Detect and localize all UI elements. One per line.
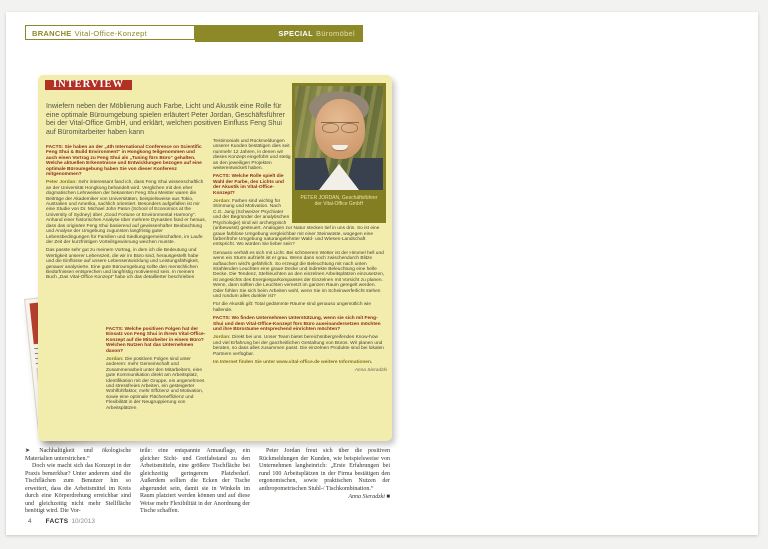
magazine-name: FACTS <box>45 518 69 525</box>
answer-4-label: Jordan: <box>213 335 231 341</box>
answer-3-label: Jordan: <box>213 199 231 205</box>
interview-author: Anna Sieradzki <box>354 368 387 374</box>
section-label-special <box>195 25 363 42</box>
photo-flow-spacer <box>292 139 387 225</box>
interview-right-column <box>213 139 387 377</box>
article-continuation <box>25 448 390 516</box>
interview-title: INTERVIEW <box>45 80 132 90</box>
interview-question2-block <box>106 327 206 414</box>
answer-3-acoustics: Für die Akustik gilt: Total gedämmte Räume sind genauso ungemütlich wie hallende. <box>213 302 372 313</box>
facts-question-2: FACTS: Welche positiven Folgen hat der Einsatz von Feng Shui in Ihrem Vital-Office-Konzept auf die Mitarbeiter in einem Büro? Welchen Nutzen hat das Unternehmen davon? <box>106 327 206 354</box>
answer-1-continued: Das passte sehr gut zu meinem Vortrag, in dem ich die Bedeutung und Wertigkeit unserer Lebenszeit, die wir im Büro sind, herausgestellt habe und die Einflüsse auf unsere Lebensentwicklung und Leistungsfähigkeit, genauer analysierte. Eine gute Büroumgebung sollte den menschlichen Bedürfnissen entsprechen und langfristig motivierend sein. In meinem Buch „Das Vital-Office Konzept“ habe ich das detaillierter beschrieben <box>46 248 200 281</box>
answer-3-continued: Genauso verhält es sich mit Licht. Bei schönerem Wetter ist der Himmel hell und wenn ein Sturm aufzieht ist er grau. Wenn dann noch zwischendurch Blitze auftauchen wird's gefährlich. So erzeugt die Beleuchtung mit nach unten strahlenden Leuchten eine graue Decke und indirekte Beleuchtung eine helle Decke. Die Tendenz, Stehleuchten an den einzelnen Arbeitsplätzen einzusetzen, ist angesichts des Energiesparkompasses der Einzelnen mit Vorsicht zu planen. Wenn, dann sollten die Leuchten vernetzt im ganzen Raum geregelt werden. Oder fühlen Sie sich beim Arbeiten wohl, wenn Sie im Scheinwerferlicht stehen und rundum alles dunkler ist? <box>213 250 385 299</box>
answer-4-text: Direkt bei uns. Unser Team bietet bereichsübergreifendes Know-how und viel Erfahrung bei der ganzheitlichen Gestaltung von Büros. Wir planen und beraten, so dass alles zusammen passt. Die einzelnen Produkte sind bei lokalen Partnern verfügbar. <box>213 335 384 357</box>
answer-1 <box>46 180 206 245</box>
facts-question-3: FACTS: Welche Rolle spielt die Wahl der Farbe, des Lichts und der Akustik im Vital-Office-Konzept? <box>213 174 284 196</box>
special-label: SPECIAL <box>278 29 314 38</box>
testimonial-paragraph: Testimonials und Rückmeldungen unserer Kunden bestätigen dies seit nunmehr 12 Jahren, in denen wir dieses Konzept eingeführt und stetig an den jeweiligen Projekten weiterentwickelt haben. <box>213 139 291 172</box>
article-quote-lead: ➤ Nachhaltigkeit und ökologische Materialien unterstrichen.“ <box>25 448 131 462</box>
article-paragraph: teile: eine entspannte Armauflage, ein gleicher Sicht- und Greifabstand zu den Arbeitsmitteln, eine größere Tischfläche bei gleichzeitig geringerem Platzbedarf. Außerdem sollten die Ecken der Tische abgerundet sein, damit sie in Winkeln im Raum platziert werden können und auf diese Weise mehr Flexibilität in der Anordnung der Tische schaffen. <box>140 448 250 514</box>
page-number: 4 <box>28 518 32 525</box>
answer-2-text: Die positiven Folgen sind unter anderem: mehr Gemeinschaft und Zusammenarbeit unter den Mitarbeitern, eine gute Kommunikation direkt am Arbeitsplatz, Identifikation mit der Gruppe, ein angenehmes und stressfreies Arbeiten, ein gesteigerter Wohlfühlfaktor, mehr Effizienz und Motivation, sowie eine optimale Flächeneffizienz und Flexibilität in der Neugruppierung von Arbeitsplätzen <box>106 357 205 411</box>
answer-4 <box>213 335 387 357</box>
article-paragraph: Peter Jordan freut sich über die positiven Rückmeldungen der Kunden, wie beispielsweise von Unternehmen langheinrich: „Erste Erfahrungen bei rund 100 Arbeitsplätzen in der Firma bestätigen den ergonomischen, sowie praktischen Nutzen der anthropometrischen Stuhl-/ Tischkombination.“ <box>259 448 390 492</box>
answer-2-label: Jordan: <box>106 357 124 363</box>
page-footer <box>28 518 95 525</box>
portrait-glasses <box>321 122 359 133</box>
answer-1-label: Peter Jordan: <box>46 180 77 186</box>
special-topic: Büromöbel <box>316 29 355 38</box>
website-note: Im Internet finden Sie unter www.vital-office.de weitere Informationen. <box>213 360 373 366</box>
article-column-3 <box>259 448 390 516</box>
answer-3-text: Farben sind wichtig für Stimmung und Motivation. Nach C.G. Jung (Schweizer Psychiater und der Begründer der analytischen Psychologie) sind wir archetypisch (unbewusst) gesteuert. Analogien zur Natur stecken tief in uns drin. So ist eine graue farblose Umgebung vergleichbar mit einer Steinwüste, wogegen eine farbenfrohe Umgebung naturangelehnter Wald- und Wiesen-Landschaft entspricht. Wo würden Sie lieber sein? <box>213 199 380 248</box>
article-author: Anna Sieradzki ■ <box>348 494 390 500</box>
photo-caption: PETER JORDAN, Geschäftsführer der Vital-Office GmbH <box>300 195 378 208</box>
article-column-2 <box>140 448 250 516</box>
interview-left-column <box>46 145 206 284</box>
interview-panel <box>38 75 392 441</box>
facts-question-4: FACTS: Wo finden Unternehmen Unterstützung, wenn sie sich mit Feng-Shui und dem Vital-Office-Konzept fürs Büro auseinandersetzen möchten und ihre Büroräume entsprechend einrichten möchten? <box>213 316 381 332</box>
answer-1-text: Sehr interessant fand ich, dass Feng Shui wissenschaftlich an der Universität Hongkong behandelt wird. Verglichen mit den eher dogmatischen Lehrweisen der bekannten Feng Shui Meister waren die Beiträge der Akademiker von Universitäten, beispielsweise aus Tokio, Australien und Amerika, sachlich orientiert. Besonders aufgefallen ist mir eine Studie von Dr. Michael John Paton (School of Economics at the University of Sydney) über „Good Fortune or Environmental Harmony“. Anhand einer historischen Analyse über mehrere Dynastien fand er heraus, dass das originäre Feng Shui basierend auf gewissenhafter Beobachtung und Analyse der Umgebung zugunsten langfristig guter Lebensbedingungen für Familien und Siedlungsgemeinschaften, im Laufe der Zeit der kurzfristigen Vorteilsgewinnung weichen musste. <box>46 180 206 245</box>
issue-label: 10/2013 <box>71 518 95 525</box>
section-label-branche <box>25 25 195 40</box>
branche-label: BRANCHE <box>32 29 72 38</box>
answer-2 <box>106 357 206 411</box>
article-column-1 <box>25 448 131 516</box>
branche-topic: Vital-Office-Konzept <box>74 29 148 38</box>
facts-question-1: FACTS: Sie haben an der „4th International Conference on Scientific Feng Shui & Build Environment“ in Hongkong teilgenommen und auch einen Vortrag zu Feng Shui als „Tuning fürs Büro“ gehalten. Welche aktuellen Erkenntnisse und Entwicklungen bezogen auf eine optimale Büroumgebung haben Sie von dieser Konferenz mitgenommen? <box>46 145 202 178</box>
interview-intro: Inwiefern neben der Möblierung auch Farbe, Licht und Akustik eine Rolle für eine optimale Büroumgebung spielen erläutert Peter Jordan, Geschäftsführer bei der Vital-Office GmbH, und erklärt, welchen positiven Einfluss Feng Shui auf Büromitarbeiter haben kann <box>46 103 285 137</box>
article-paragraph: Doch wie macht sich das Konzept in der Praxis bemerkbar? Unter anderem sind die Tischflächen zum Benutzer hin so erweitert, dass die Arbeitsmittel im Kreis durch eine Körperdrehung erreichbar sind und gleichzeitig nicht mehr Stellfläche benötigt wird. Die Vor- <box>25 463 131 514</box>
